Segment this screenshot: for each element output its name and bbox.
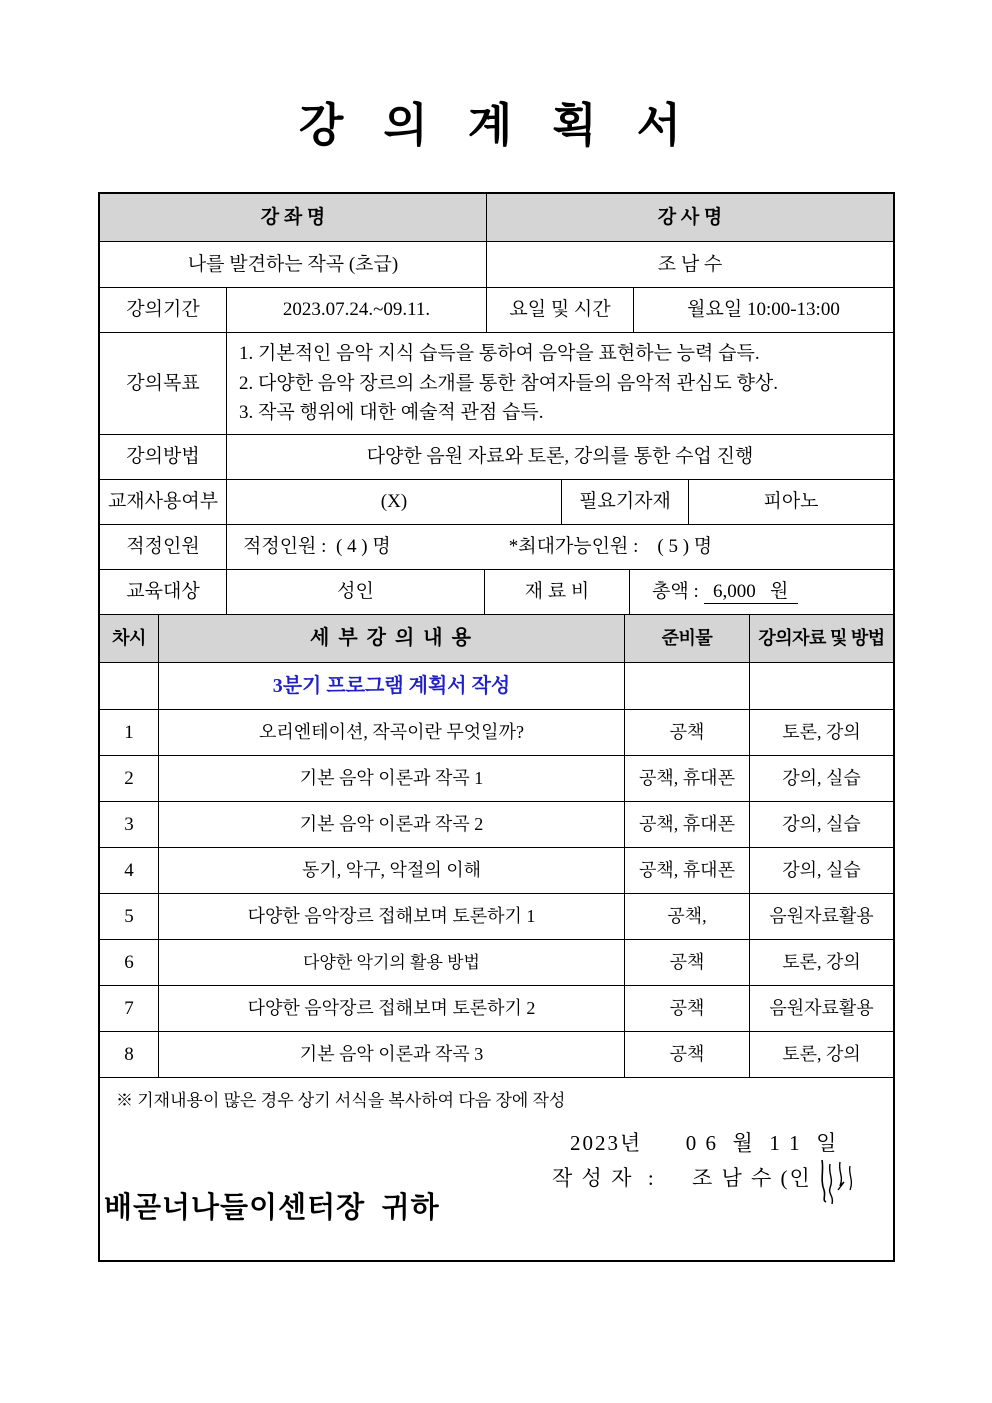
signature-scribble xyxy=(814,1156,870,1215)
period-label: 강의기간 xyxy=(100,288,227,333)
day-time-label: 요일 및 시간 xyxy=(487,288,634,333)
table-row xyxy=(100,288,893,333)
row-materials: 공책 xyxy=(625,986,750,1032)
table-row xyxy=(100,242,893,288)
footer-date: 2023년 0 6 월 1 1 일 xyxy=(570,1131,839,1155)
footer-note: ※ 기재내용이 많은 경우 상기 서식을 복사하여 다음 장에 작성 xyxy=(116,1091,566,1110)
target-label: 교육대상 xyxy=(100,570,227,615)
footer-cell xyxy=(100,1078,893,1260)
row-content: 동기, 악구, 악절의 이해 xyxy=(159,848,625,894)
row-content: 기본 음악 이론과 작곡 3 xyxy=(159,1032,625,1078)
row-content: 다양한 악기의 활용 방법 xyxy=(159,940,625,986)
row-materials: 공책, 휴대폰 xyxy=(625,802,750,848)
row-method: 강의, 실습 xyxy=(750,802,893,848)
schedule-header-materials: 준비물 xyxy=(625,615,750,663)
row-method: 음원자료활용 xyxy=(750,894,893,940)
row-no: 7 xyxy=(100,986,159,1032)
max-capacity-value: *최대가능인원 : ( 5 ) 명 xyxy=(508,536,713,558)
objectives-label: 강의목표 xyxy=(100,333,227,435)
row-method: 토론, 강의 xyxy=(750,1032,893,1078)
row-method: 음원자료활용 xyxy=(750,986,893,1032)
schedule-header-session: 차시 xyxy=(100,615,159,663)
row-method: 토론, 강의 xyxy=(750,710,893,756)
row-no: 8 xyxy=(100,1032,159,1078)
row-materials: 공책, 휴대폰 xyxy=(625,848,750,894)
row-content: 기본 음악 이론과 작곡 1 xyxy=(159,756,625,802)
objective-line: 3. 작곡 행위에 대한 예술적 관점 습득. xyxy=(239,402,544,424)
schedule-header-content: 세 부 강 의 내 용 xyxy=(159,615,625,663)
row-content: 다양한 음악장르 접해보며 토론하기 1 xyxy=(159,894,625,940)
period-value: 2023.07.24.~09.11. xyxy=(227,288,487,333)
instructor-cell: 조 남 수 xyxy=(487,242,893,288)
empty-cell xyxy=(100,663,159,710)
row-no: 2 xyxy=(100,756,159,802)
row-materials: 공책 xyxy=(625,710,750,756)
method-value: 다양한 음원 자료와 토론, 강의를 통한 수업 진행 xyxy=(227,435,893,480)
table-row xyxy=(100,333,893,435)
equipment-value: 피아노 xyxy=(689,480,893,525)
capacity-value: 적정인원 : ( 4 ) 명 xyxy=(243,536,391,558)
table-row xyxy=(100,480,893,525)
schedule-subtitle: 3분기 프로그램 계획서 작성 xyxy=(159,663,625,710)
material-fee-cell xyxy=(630,570,893,615)
row-method: 강의, 실습 xyxy=(750,756,893,802)
total-amount: 6,000 원 xyxy=(704,580,798,605)
table-row xyxy=(100,525,893,570)
footer-row xyxy=(100,1078,893,1260)
row-no: 5 xyxy=(100,894,159,940)
row-materials: 공책 xyxy=(625,940,750,986)
schedule-row xyxy=(100,986,893,1032)
instructor-header: 강 사 명 xyxy=(487,194,893,242)
method-label: 강의방법 xyxy=(100,435,227,480)
capacity-label: 적정인원 xyxy=(100,525,227,570)
course-name-header: 강 좌 명 xyxy=(100,194,487,242)
row-no: 3 xyxy=(100,802,159,848)
row-no: 1 xyxy=(100,710,159,756)
row-content: 오리엔테이션, 작곡이란 무엇일까? xyxy=(159,710,625,756)
schedule-row xyxy=(100,940,893,986)
textbook-value: (X) xyxy=(227,480,562,525)
row-method: 토론, 강의 xyxy=(750,940,893,986)
page-title: 강 의 계 획 서 xyxy=(298,98,694,152)
row-method: 강의, 실습 xyxy=(750,848,893,894)
empty-cell xyxy=(750,663,893,710)
textbook-label: 교재사용여부 xyxy=(100,480,227,525)
equipment-label: 필요기자재 xyxy=(562,480,689,525)
schedule-subtitle-row xyxy=(100,663,893,710)
schedule-row xyxy=(100,710,893,756)
row-no: 4 xyxy=(100,848,159,894)
row-materials: 공책, xyxy=(625,894,750,940)
table-row xyxy=(100,570,893,615)
schedule-row xyxy=(100,756,893,802)
row-materials: 공책 xyxy=(625,1032,750,1078)
schedule-header-row xyxy=(100,615,893,663)
course-name-cell: 나를 발견하는 작곡 (초급) xyxy=(100,242,487,288)
footer-recipient: 배곧너나들이센터장 귀하 xyxy=(104,1192,440,1224)
row-no: 6 xyxy=(100,940,159,986)
footer-author: 작 성 자 : 조 남 수 (인 xyxy=(552,1166,812,1190)
lecture-plan-table xyxy=(98,192,895,1262)
schedule-row xyxy=(100,1032,893,1078)
row-materials: 공책, 휴대폰 xyxy=(625,756,750,802)
schedule-row xyxy=(100,894,893,940)
day-time-value: 월요일 10:00-13:00 xyxy=(634,288,893,333)
schedule-row xyxy=(100,848,893,894)
capacity-cell xyxy=(227,525,893,570)
table-row xyxy=(100,435,893,480)
objectives-cell xyxy=(227,333,893,435)
objective-line: 2. 다양한 음악 장르의 소개를 통한 참여자들의 음악적 관심도 향상. xyxy=(239,372,778,394)
empty-cell xyxy=(625,663,750,710)
schedule-row xyxy=(100,802,893,848)
total-label: 총액 : xyxy=(652,581,704,603)
objective-line: 1. 기본적인 음악 지식 습득을 통하여 음악을 표현하는 능력 습득. xyxy=(239,342,760,364)
row-content: 다양한 음악장르 접해보며 토론하기 2 xyxy=(159,986,625,1032)
schedule-header-method: 강의자료 및 방법 xyxy=(750,615,893,663)
material-fee-label: 재 료 비 xyxy=(485,570,630,615)
table-row xyxy=(100,194,893,242)
target-value: 성인 xyxy=(227,570,485,615)
row-content: 기본 음악 이론과 작곡 2 xyxy=(159,802,625,848)
